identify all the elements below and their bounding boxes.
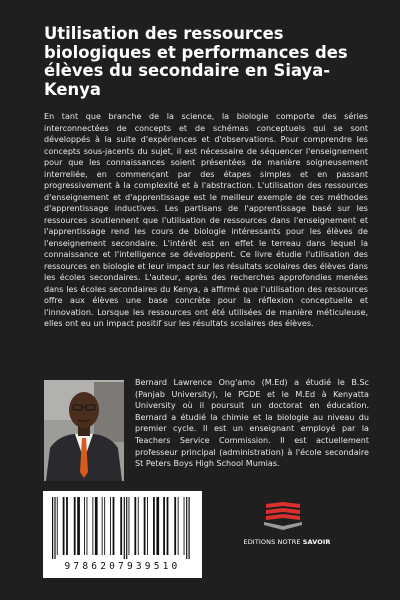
isbn-barcode — [43, 491, 202, 578]
author-portrait-image — [44, 380, 124, 481]
publisher-name-prefix: EDITIONS NOTRE — [243, 538, 303, 546]
publisher-name — [232, 538, 342, 546]
isbn-number: 9786207939510 — [64, 561, 181, 572]
author-photo — [44, 380, 124, 481]
publisher-name-bold: SAVOIR — [302, 538, 331, 546]
author-bio: Bernard Lawrence Ong'amo (M.Ed) a étudié le B.Sc (Panjab University), le PGDE et le M.Ed à Kenyatta University où il poursuit un doctorat en éducation. Bernard a étudié la chimie et la biologie au niveau du premier cycle. Il est un enseignant employé par la Teachers Service Commission. Il est actuellement professeur principal (administration) à l'école secondaire St Peters Boys High School Mumias. — [135, 378, 369, 469]
barcode-bars — [43, 491, 202, 561]
book-blurb: En tant que branche de la science, la biologie comporte des séries interconnectées de concepts et de schémas conceptuels qui se sont développés à la suite d'expériences et d'observations. Pour comprendre les concepts sous-jacents du sujet, il est nécessaire de séquencer l'enseignement pour que les connaissances soient présentées de manière soigneusement interreliée, en commençant par des étapes simples et en passant progressivement à la complexité et à l'abstraction. L'utilisation des ressources d'enseignement et d'apprentissage est le meilleur exemple de ces méthodes d'apprentissage inductives. Les partisans de l'apprentissage basé sur les ressources soutiennent que l'utilisation de ressources dans l'enseignement et l'apprentissage rend les cours de biologie intéressants pour les élèves de l'enseignement secondaire. L'intérêt est en effet le terreau dans lequel la connaissance et l'intelligence se développent. Ce livre étudie l'utilisation des ressources en biologie et leur impact sur les résultats scolaires des élèves dans les écoles secondaires. L'auteur, après des recherches approfondies menées dans les écoles secondaires du Kenya, a affirmé que l'utilisation des ressources offre aux élèves une base concrète pour la réflexion conceptuelle et l'innovation. Lorsque les ressources ont été utilisées de manière méticuleuse, elles ont eu un impact positif sur les résultats scolaires des élèves. — [44, 112, 368, 329]
book-title: Utilisation des ressources biologiques et performances des élèves du secondaire en Siaya-Kenya — [44, 24, 348, 99]
publisher-book-logo — [262, 502, 304, 532]
